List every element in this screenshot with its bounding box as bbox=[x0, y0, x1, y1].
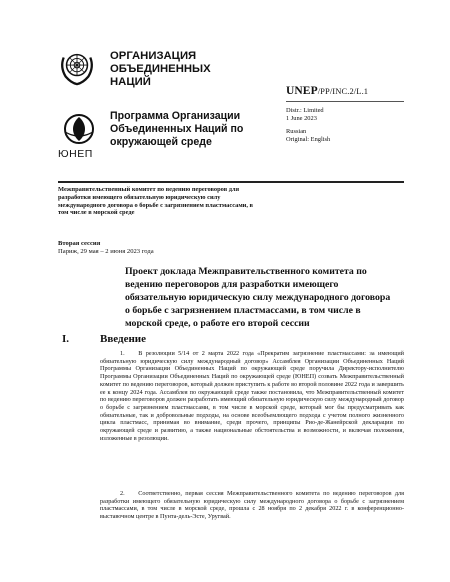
header-divider bbox=[58, 181, 404, 183]
un-emblem-logo bbox=[58, 48, 96, 86]
original-language: Original: English bbox=[286, 135, 331, 143]
unep-acronym: ЮНЕП bbox=[58, 148, 93, 160]
session-info bbox=[58, 240, 154, 256]
document-date: 1 June 2023 bbox=[286, 114, 317, 122]
unep-name-line: Программа Организации bbox=[110, 110, 241, 122]
unep-logo bbox=[55, 112, 103, 152]
org-name-line: ОРГАНИЗАЦИЯ bbox=[110, 50, 197, 62]
org-name-line: НАЦИЙ bbox=[110, 76, 151, 89]
paragraph-text: Соответственно, первая сессия Межправительственного комитета по ведению переговоров для разработки имеющего обязательную юридическую силу международного договора о борьбе с загрязнением пластмассами, в том числе в морской среде, прошла с 28 ноября по 2 декабря 2022 г. в конференционно-выставочном центре в Пунта-дель-Эсте, Уругвай. bbox=[100, 490, 404, 521]
unep-name-line: Объединенных Наций по bbox=[110, 123, 244, 135]
document-title: Проект доклада Межправительственного комитета по ведению переговоров для разработки имеющего обязательную юридическую силу международного договора о борьбе с загрязнением пластмассами, в том числе в морской среде, о работе его второй сессии bbox=[125, 266, 391, 329]
section-title: Введение bbox=[100, 333, 147, 345]
organization-name bbox=[110, 50, 211, 90]
org-name-line: ОБЪЕДИНЕННЫХ bbox=[110, 63, 211, 76]
symbol-prefix: UNEP bbox=[286, 85, 318, 97]
session-name: Вторая сессия bbox=[58, 240, 101, 247]
paragraph-text: В резолюции 5/14 от 2 марта 2022 года «Прекратим загрязнение пластмассами: за имеющий обязательную юридическую силу международный договор» Ассамблея Организации Объединенных Наций Программы Организации Объединенных Наций по окружающей среде поручила Директору-исполнителю Программы Организации Объединенных Наций по окружающей среде (ЮНЕП) созвать Межправительственный комитет по ведению переговоров, который должен приступить к работе во второй половине 2022 года и завершить ее к концу 2024 года. Ассамблея по окружающей среде также постановила, что Межправительственный комитет по ведению переговоров должен разработать имеющий обязательную юридическую силу международный договор о борьбе с загрязнением пластмассами, в том числе в морской среде, который мог бы предусматривать как обязательные, так и добровольные подходы, на основе всеобъемлющего подхода с учетом полного жизненного цикла пластмасс, принимая во внимание, среди прочего, принципы Рио-де-Жанейрской декларации по окружающей среде и развитию, а также национальные обстоятельства и возможности, и включая положения, изложенные в резолюции. bbox=[100, 350, 404, 442]
document-symbol bbox=[286, 87, 368, 96]
symbol-suffix: /PP/INC.2/L.1 bbox=[317, 86, 369, 96]
paragraph bbox=[100, 350, 404, 442]
section-number: I. bbox=[62, 333, 70, 345]
paragraph bbox=[100, 490, 404, 521]
document-metadata bbox=[286, 107, 330, 143]
session-place-dates: Париж, 29 мая – 2 июня 2023 года bbox=[58, 248, 154, 255]
unep-name bbox=[110, 110, 243, 149]
paragraph-number: 2. bbox=[120, 490, 125, 497]
symbol-divider bbox=[286, 101, 404, 102]
committee-name: Межправительственный комитет по ведению переговоров для разработки имеющего обязательную юридическую силу международного договора о борьбе с загрязнением пластмассами, в том числе в морской среде bbox=[58, 186, 253, 217]
distribution: Distr.: Limited bbox=[286, 107, 324, 114]
unep-name-line: окружающей среде bbox=[110, 136, 212, 148]
document-language: Russian bbox=[286, 128, 307, 136]
paragraph-number: 1. bbox=[120, 350, 125, 357]
